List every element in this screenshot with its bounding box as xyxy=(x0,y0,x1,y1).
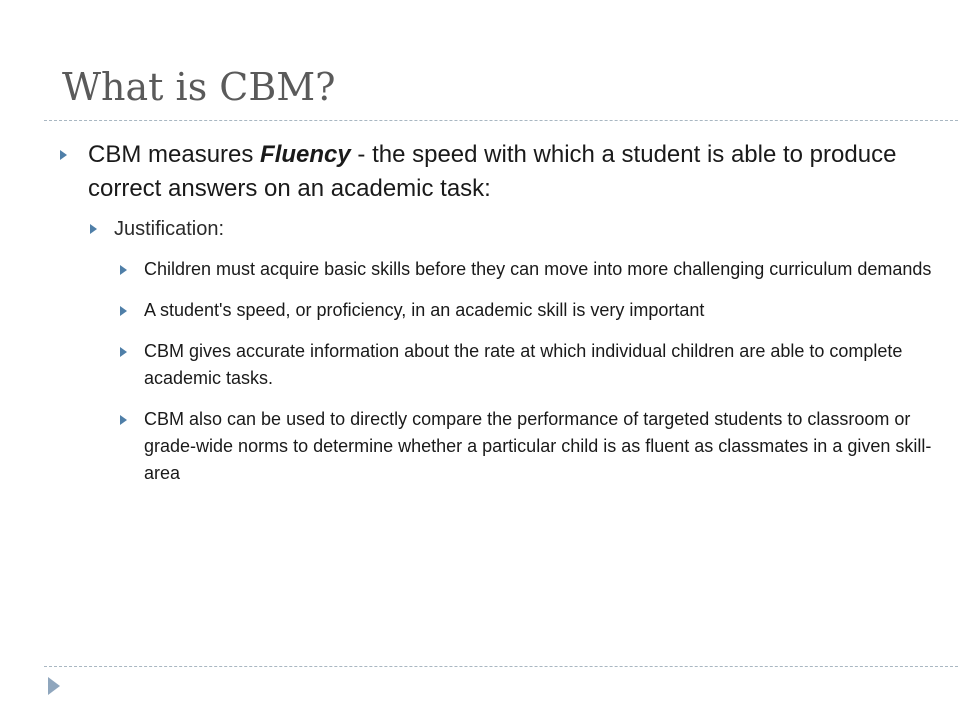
justification-point xyxy=(114,297,934,324)
slide-body xyxy=(54,138,934,487)
slide-title: What is CBM? xyxy=(62,65,336,109)
footer-arrow-icon xyxy=(48,677,60,695)
main-bullet-lead: CBM measures xyxy=(88,141,261,168)
justification-point xyxy=(114,406,934,487)
bullet-arrow-icon xyxy=(90,224,97,234)
sub-bullet-label: Justification: xyxy=(114,218,225,240)
title-divider xyxy=(44,120,960,121)
bullet-arrow-icon xyxy=(120,347,127,357)
justification-point-text: A student's speed, or proficiency, in an academic skill is very important xyxy=(144,300,705,320)
bullet-arrow-icon xyxy=(120,306,127,316)
justification-point-text: CBM gives accurate information about the rate at which individual children are able to complete academic tasks. xyxy=(144,341,903,388)
main-bullet-emphasis: Fluency xyxy=(260,141,351,168)
main-bullet-rest: - the speed with which a student is able to produce correct answers on an academic task: xyxy=(88,141,897,202)
bullet-arrow-icon xyxy=(60,150,67,160)
sub-bullet-justification xyxy=(84,214,934,244)
justification-point xyxy=(114,338,934,392)
justification-point-text: CBM also can be used to directly compare the performance of targeted students to classroom or grade-wide norms to determine whether a particular child is as fluent as classmates in a given skill-area xyxy=(144,409,932,483)
justification-point-text: Children must acquire basic skills before they can move into more challenging curriculum demands xyxy=(144,259,932,279)
justification-point xyxy=(114,256,934,283)
main-bullet xyxy=(54,138,934,206)
footer-divider xyxy=(44,666,960,667)
bullet-arrow-icon xyxy=(120,265,127,275)
bullet-arrow-icon xyxy=(120,415,127,425)
